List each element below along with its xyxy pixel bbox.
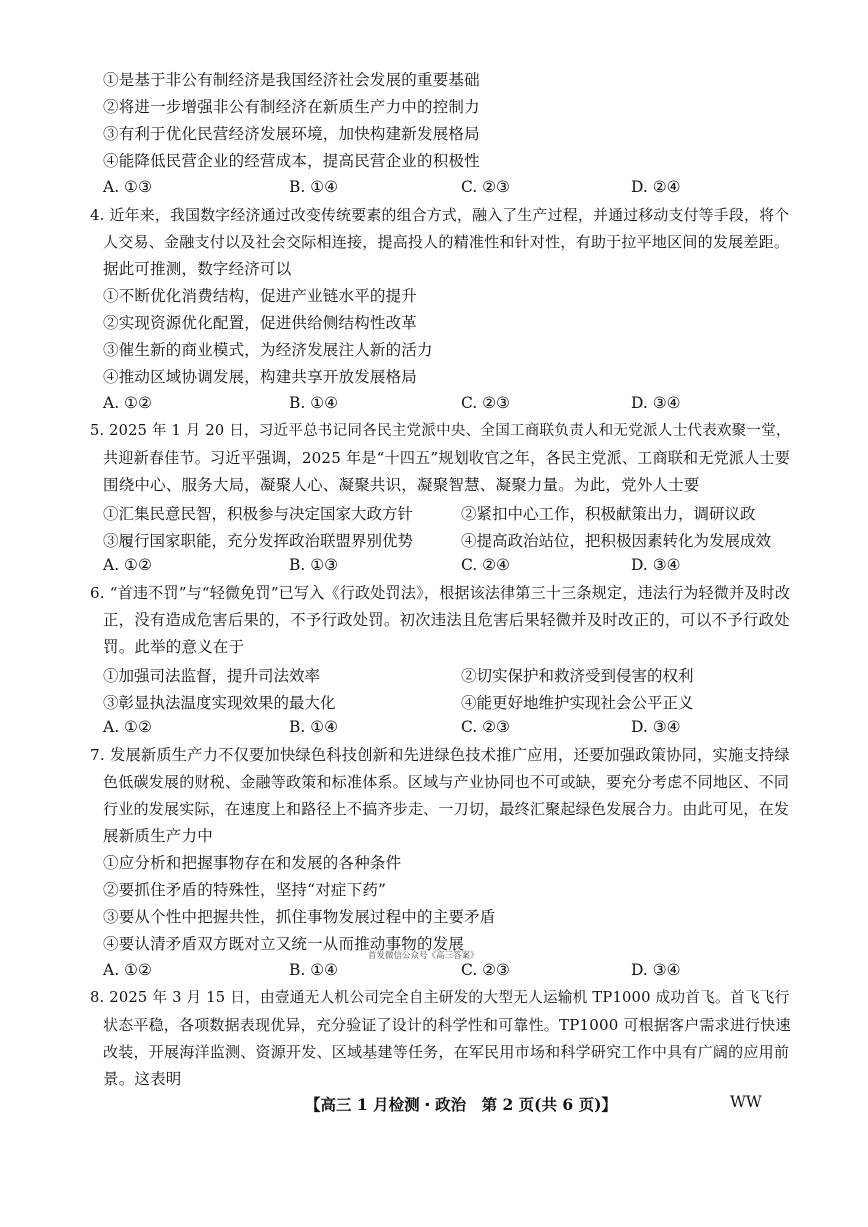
q4-stem-2: 人交易、金融支付以及社会交际相连接，提高投人的精准性和针对性，有助于拉平地区间的发展差距。 [103,233,790,251]
q6-items-row-2 [103,691,783,711]
q3-option-a: A. ①③ [103,178,152,196]
q7-item-4: ④要认清矛盾双方既对立又统一从而推动事物的发展 [103,935,465,953]
q3-item-3: ③有利于优化民营经济发展环境，加快构建新发展格局 [103,125,480,143]
q6-option-a: A. ①② [103,718,152,736]
q6-item-4: ④能更好地维护实现社会公平正义 [461,694,694,712]
q4-stem-3: 据此可推测，数字经济可以 [103,260,292,278]
q6-item-3: ③彰显执法温度实现效果的最大化 [103,694,336,712]
q8-stem-3: 改装，开展海洋监测、资源开发、区域基建等任务，在军民用市场和科学研究工作中具有广阔的应用前 [103,1043,790,1061]
paper-code: WW [730,1093,762,1111]
q6-stem-2: 正，没有造成危害后果的，不予行政处罚。初次违法且危害后果轻微并及时改正的，可以不予行政处 [103,611,790,629]
q4-item-3: ③催生新的商业模式，为经济发展注人新的活力 [103,341,433,359]
q7-stem-4: 展新质生产力中 [103,827,213,845]
q4-options [103,394,783,414]
q7-stem-2: 色低碳发展的财税、金融等政策和标准体系。区域与产业协同也不可或缺，要充分考虑不同地区、不同 [103,773,790,791]
q5-option-b: B. ①③ [289,556,339,574]
q7-option-b: B. ①④ [289,961,339,979]
q3-item-1: ①是基于非公有制经济是我国经济社会发展的重要基础 [103,71,480,89]
q3-option-d: D. ②④ [631,178,681,196]
q6-items-row-1 [103,664,783,684]
q7-stem-1: 7. 发展新质生产力不仅要加快绿色科技创新和先进绿色技术推广应用，还要加强政策协同，实施支持绿 [90,746,790,764]
q3-option-b: B. ①④ [289,178,339,196]
q5-item-2: ②紧扣中心工作，积极献策出力，调研议政 [461,505,756,523]
q6-stem-3: 罚。此举的意义在于 [103,638,245,656]
q5-stem-3: 围绕中心、服务大局，凝聚人心、凝聚共识，凝聚智慧、凝聚力量。为此，党外人士要 [103,476,700,494]
q3-item-4: ④能降低民营企业的经营成本，提高民营企业的积极性 [103,152,480,170]
q4-option-c: C. ②③ [461,394,510,412]
q4-item-4: ④推动区域协调发展，构建共享开放发展格局 [103,368,418,386]
q3-item-2: ②将进一步增强非公有制经济在新质生产力中的控制力 [103,98,480,116]
q6-options [103,718,783,738]
q3-option-c: C. ②③ [461,178,510,196]
q7-item-2: ②要抓住矛盾的特殊性，坚持“对症下药” [103,881,387,899]
q6-item-1: ①加强司法监督，提升司法效率 [103,667,321,685]
q8-stem-1: 8. 2025 年 3 月 15 日，由壹通无人机公司完全自主研发的大型无人运输机 TP1000 成功首飞。首飞飞行 [90,989,790,1006]
q6-stem-1: 6. “首违不罚”与“轻微免罚”已写入《行政处罚法》，根据该法律第三十三条规定，违法行为轻微并及时改 [90,584,791,602]
q8-stem-4: 景。这表明 [103,1070,182,1088]
q7-stem-3: 行业的发展实际，在速度上和路径上不搞齐步走、一刀切，最终汇聚起绿色发展合力。由此可见，在发 [103,800,790,818]
q5-stem-2: 共迎新春佳节。习近平强调，2025 年是“十四五”规划收官之年，各民主党派、工商联和无党派人士要 [103,449,791,467]
q6-item-2: ②切实保护和救济受到侵害的权利 [461,667,694,685]
q7-options [103,961,783,981]
q5-items-row-2 [103,529,783,549]
q8-stem-2: 状态平稳，各项数据表现优异，充分验证了设计的科学性和可靠性。TP1000 可根据客户需求进行快速 [103,1016,791,1034]
q7-item-3: ③要从个性中把握共性，抓住事物发展过程中的主要矛盾 [103,908,496,926]
q6-option-d: D. ③④ [631,718,681,736]
q7-option-c: C. ②③ [461,961,510,979]
q7-item-1: ①应分析和把握事物存在和发展的各种条件 [103,854,402,872]
q5-item-4: ④提高政治站位，把积极因素转化为发展成效 [461,532,772,550]
q5-item-3: ③履行国家职能，充分发挥政治联盟界别优势 [103,532,414,550]
q5-option-c: C. ②④ [461,556,510,574]
q4-stem-1: 4. 近年来，我国数字经济通过改变传统要素的组合方式，融入了生产过程，并通过移动支付等手段，将个 [90,206,790,224]
q5-items-row-1 [103,502,783,522]
q4-option-a: A. ①② [103,394,152,412]
q4-item-2: ②实现资源优化配置，促进供给侧结构性改革 [103,314,418,332]
q7-option-d: D. ③④ [631,961,681,979]
page-footer: 【高三 1 月检测・政治 第 2 页(共 6 页)】 [305,1095,617,1114]
q4-option-d: D. ③④ [631,394,681,412]
q4-option-b: B. ①④ [289,394,339,412]
q6-option-c: C. ②③ [461,718,510,736]
q5-item-1: ①汇集民意民智，积极参与决定国家大政方针 [103,505,414,523]
wechat-watermark: 首发微信公众号《高三答案》 [368,951,479,961]
q4-item-1: ①不断优化消费结构，促进产业链水平的提升 [103,287,418,305]
q3-options [103,178,783,198]
q5-option-a: A. ①② [103,556,152,574]
q5-stem-1: 5. 2025 年 1 月 20 日，习近平总书记同各民主党派中央、全国工商联负责人和无党派人士代表欢聚一堂， [90,422,791,439]
q5-options [103,556,783,576]
q6-option-b: B. ①④ [289,718,339,736]
q7-option-a: A. ①② [103,961,152,979]
q5-option-d: D. ③④ [631,556,681,574]
